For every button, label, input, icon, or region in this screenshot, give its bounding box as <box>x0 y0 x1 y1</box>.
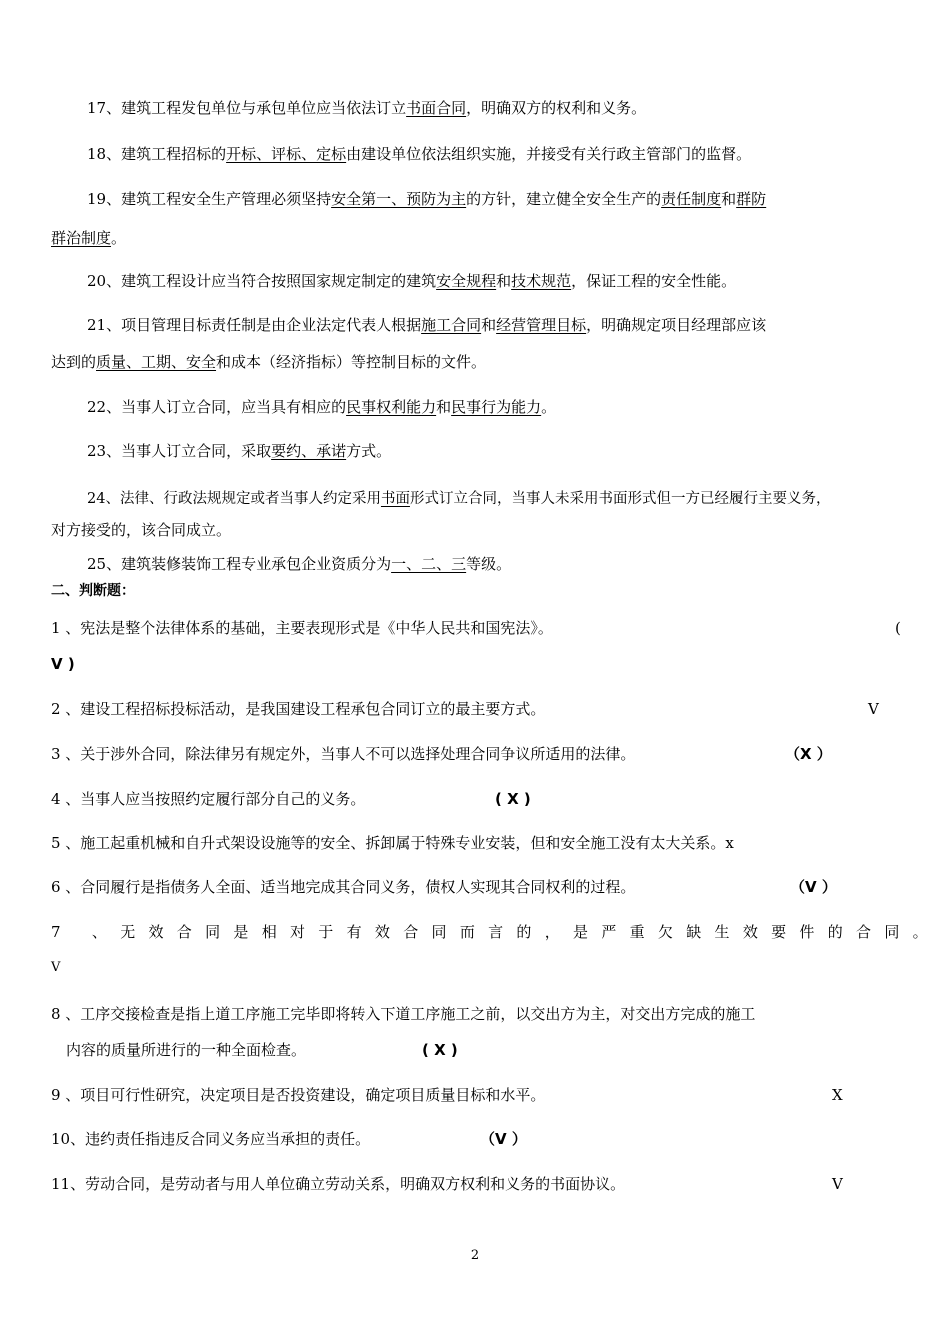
item-number: 17 <box>87 99 107 117</box>
item-text: 的方针，建立健全安全生产的 <box>466 190 662 208</box>
item-22 <box>87 397 556 417</box>
question-text: 11、劳动合同，是劳动者与用人单位确立劳动关系，明确双方权利和义务的书面协议。 <box>51 1175 626 1193</box>
item-number: 21 <box>87 316 107 334</box>
item-text: 。 <box>111 229 127 247</box>
answer-mark: （V ） <box>480 1130 527 1148</box>
item-text: 、建筑工程发包单位与承包单位应当依法订立 <box>106 99 407 117</box>
item-23 <box>87 441 391 461</box>
answer-mark: ( X ) <box>495 790 531 808</box>
judge-item-8 <box>51 1004 755 1024</box>
item-text: 和 <box>721 190 737 208</box>
answer-blank: 群治制度 <box>51 229 112 247</box>
answer-blank: 书面 <box>380 491 410 507</box>
question-text: 9 、项目可行性研究，决定项目是否投资建设，确定项目质量目标和水平。 <box>51 1086 546 1104</box>
item-24-cont <box>51 520 231 540</box>
item-number: 19 <box>87 190 107 208</box>
answer-blank: 安全第一、预防为主 <box>331 190 467 208</box>
item-number: 25 <box>87 555 107 573</box>
answer-mark: ( X ) <box>422 1041 458 1059</box>
question-text: 7 、无效合同是相对于有效合同而言的，是严重欠缺生效要件的合同。 <box>51 923 941 941</box>
question-text: 内容的质量所进行的一种全面检查。 <box>66 1041 307 1059</box>
item-text: ，明确双方的权利和义务。 <box>466 99 647 117</box>
item-21 <box>87 315 766 335</box>
answer-mark: （X ） <box>785 745 832 763</box>
item-text: ，明确规定项目经理部应该 <box>586 316 767 334</box>
item-text: 、建筑装修装饰工程专业承包企业资质分为 <box>106 555 392 573</box>
item-text: 、当事人订立合同，采取 <box>106 442 272 460</box>
question-text: 4 、当事人应当按照约定履行部分自己的义务。 <box>51 790 366 808</box>
judge-item-10 <box>51 1129 370 1149</box>
item-19-cont <box>51 228 126 248</box>
answer-mark: X <box>832 1086 843 1104</box>
question-text: 6 、合同履行是指债务人全面、适当地完成其合同义务，债权人实现其合同权利的过程。 <box>51 878 636 896</box>
question-text: 8 、工序交接检查是指上道工序施工完毕即将转入下道工序施工之前，以交出方为主，对交出方完成的施工 <box>51 1005 756 1023</box>
answer-blank: 民事权利能力 <box>346 398 437 416</box>
answer-blank: 民事行为能力 <box>451 398 542 416</box>
item-text: 、当事人订立合同，应当具有相应的 <box>106 398 347 416</box>
judge-item-4 <box>51 789 365 809</box>
answer-blank: 群防 <box>736 190 767 208</box>
answer-mark: V <box>868 700 879 718</box>
item-20 <box>87 271 736 291</box>
item-number: 22 <box>87 398 107 416</box>
judge-item-6 <box>51 877 635 897</box>
item-number: 23 <box>87 442 107 460</box>
item-text: 和 <box>496 272 512 290</box>
answer-mark: V <box>832 1175 843 1193</box>
item-25 <box>87 554 511 574</box>
judge-item-11 <box>51 1174 625 1194</box>
question-text: 5 、施工起重机械和自升式架设设施等的安全、拆卸属于特殊专业安装，但和安全施工没有太大关系。x <box>51 834 734 852</box>
item-text: 和 <box>436 398 452 416</box>
answer-blank: 经营管理目标 <box>496 316 587 334</box>
item-text: ，保证工程的安全性能。 <box>571 272 737 290</box>
item-text: 、项目管理目标责任制是由企业法定代表人根据 <box>106 316 422 334</box>
item-text: 、建筑工程招标的 <box>106 145 227 163</box>
judge-item-7 <box>51 922 941 942</box>
item-17 <box>87 98 646 118</box>
judge-item-1 <box>51 618 553 638</box>
judge-item-5 <box>51 833 734 853</box>
item-text: 达到的 <box>51 353 97 371</box>
item-number: 18 <box>87 145 107 163</box>
answer-blank: 质量、工期、安全 <box>96 353 217 371</box>
answer-blank: 责任制度 <box>661 190 722 208</box>
question-text: 1 、宪法是整个法律体系的基础，主要表现形式是《中华人民共和国宪法》。 <box>51 619 553 637</box>
item-text: 方式。 <box>346 442 392 460</box>
item-19 <box>87 189 766 209</box>
answer-blank: 施工合同 <box>421 316 482 334</box>
answer-blank: 要约、承诺 <box>271 442 347 460</box>
judge-item-3 <box>51 744 635 764</box>
answer-blank: 开标、评标、定标 <box>226 145 347 163</box>
answer-blank: 安全规程 <box>436 272 497 290</box>
item-number: 20 <box>87 272 107 290</box>
item-text: 等级。 <box>466 555 512 573</box>
item-text: 和成本（经济指标）等控制目标的文件。 <box>216 353 487 371</box>
item-text: 和 <box>481 316 497 334</box>
question-text: 10、违约责任指违反合同义务应当承担的责任。 <box>51 1130 371 1148</box>
section-title: 二、判断题： <box>51 583 135 599</box>
item-text: 、建筑工程设计应当符合按照国家规定制定的建筑 <box>106 272 437 290</box>
page-number: 2 <box>470 1248 480 1263</box>
item-18 <box>87 144 751 164</box>
judge-item-2 <box>51 699 545 719</box>
answer-blank: 一、二、三 <box>391 555 467 573</box>
judge-item-9 <box>51 1085 545 1105</box>
answer-mark: （V ） <box>790 878 837 896</box>
question-text: 2 、建设工程招标投标活动，是我国建设工程承包合同订立的最主要方式。 <box>51 700 546 718</box>
item-text: 、法律、行政法规规定或者当事人约定采用 <box>105 491 381 507</box>
item-text: 对方接受的，该合同成立。 <box>51 521 232 539</box>
item-text: 、建筑工程安全生产管理必须坚持 <box>106 190 332 208</box>
item-text: 。 <box>541 398 557 416</box>
judge-item-8-cont <box>66 1040 306 1060</box>
question-text: 3 、关于涉外合同，除法律另有规定外，当事人不可以选择处理合同争议所适用的法律。 <box>51 745 636 763</box>
answer-mark: V ) <box>51 655 75 673</box>
item-24 <box>87 489 830 509</box>
item-text: 由建设单位依法组织实施，并接受有关行政主管部门的监督。 <box>346 145 752 163</box>
item-21-cont <box>51 352 486 372</box>
item-number: 24 <box>87 491 106 507</box>
answer-mark: V <box>51 960 61 975</box>
item-text: 形式订立合同，当事人未采用书面形式但一方已经履行主要义务， <box>409 491 831 507</box>
answer-mark: ( <box>895 619 901 637</box>
answer-blank: 书面合同 <box>406 99 467 117</box>
answer-blank: 技术规范 <box>511 272 572 290</box>
